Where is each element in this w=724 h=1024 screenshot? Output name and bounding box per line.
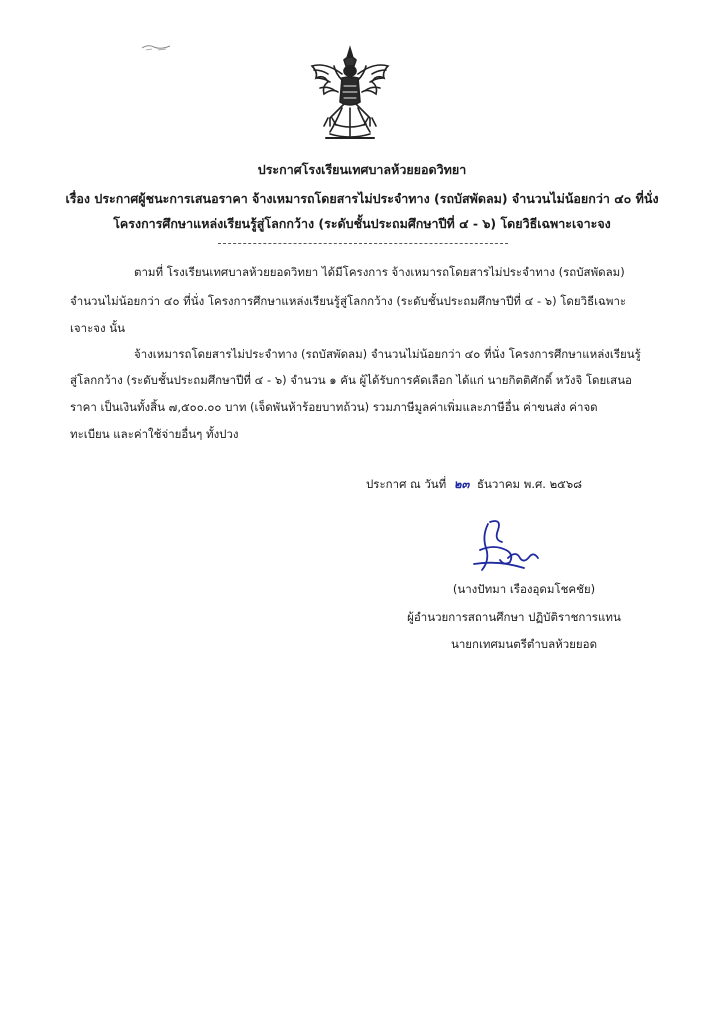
garuda-emblem-icon [306, 44, 394, 142]
paragraph-1-line: เจาะจง นั้น [70, 321, 126, 335]
paragraph-2-line: สู่โลกกว้าง (ระดับชั้นประถมศึกษาปีที่ ๔ - ๖) จำนวน ๑ คัน ผู้ได้รับการคัดเลือก ได้แก่ นายกิตติศักดิ์ หวังจิ โดยเสนอ [70, 373, 632, 387]
paragraph-1-line: ตามที่ โรงเรียนเทศบาลห้วยยอดวิทยา ได้มีโครงการ จ้างเหมารถโดยสารไม่ประจำทาง (รถบัสพัดลม) [134, 265, 625, 279]
signatory-name: (นางปัทมา เรืองอุดมโชคชัย) [452, 582, 596, 596]
date-suffix: ธันวาคม พ.ศ. ๒๕๖๘ [477, 477, 583, 491]
paragraph-1-line: จำนวนไม่น้อยกว่า ๔๐ ที่นั่ง โครงการศึกษาแหล่งเรียนรู้สู่โลกกว้าง (ระดับชั้นประถมศึกษาปีที่ ๔ - ๖) โดยวิธีเฉพาะ [70, 294, 627, 308]
signatory-position-2: นายกเทศมนตรีตำบลห้วยยอด [450, 637, 598, 651]
announcement-date [366, 476, 582, 494]
paragraph-2-line: ราคา เป็นเงินทั้งสิ้น ๗,๕๐๐.๐๐ บาท (เจ็ดพันห้าร้อยบาทถ้วน) รวมภาษีมูลค่าเพิ่มและภาษีอื่น ค่าขนส่ง ค่าจด [70, 400, 598, 414]
subject-line-1: เรื่อง ประกาศผู้ชนะการเสนอราคา จ้างเหมารถโดยสารไม่ประจำทาง (รถบัสพัดลม) จำนวนไม่น้อยกว่า ๔๐ ที่นั่ง [65, 191, 659, 206]
paragraph-2-line: จ้างเหมารถโดยสารไม่ประจำทาง (รถบัสพัดลม) จำนวนไม่น้อยกว่า ๔๐ ที่นั่ง โครงการศึกษาแหล่งเรียนรู้ [134, 347, 641, 361]
title-divider [218, 243, 508, 244]
handwritten-day: ๒๓ [453, 477, 470, 491]
scan-mark [140, 38, 174, 54]
date-prefix: ประกาศ ณ วันที่ [366, 477, 447, 491]
paragraph-2-line: ทะเบียน และค่าใช้จ่ายอื่นๆ ทั้งปวง [70, 427, 239, 441]
org-title: ประกาศโรงเรียนเทศบาลห้วยยอดวิทยา [257, 162, 467, 177]
handwritten-signature [468, 514, 548, 578]
signatory-position: ผู้อำนวยการสถานศึกษา ปฏิบัติราชการแทน [407, 610, 621, 624]
subject-line-2: โครงการศึกษาแหล่งเรียนรู้สู่โลกกว้าง (ระดับชั้นประถมศึกษาปีที่ ๔ - ๖) โดยวิธีเฉพาะเจาะจง [113, 216, 611, 231]
